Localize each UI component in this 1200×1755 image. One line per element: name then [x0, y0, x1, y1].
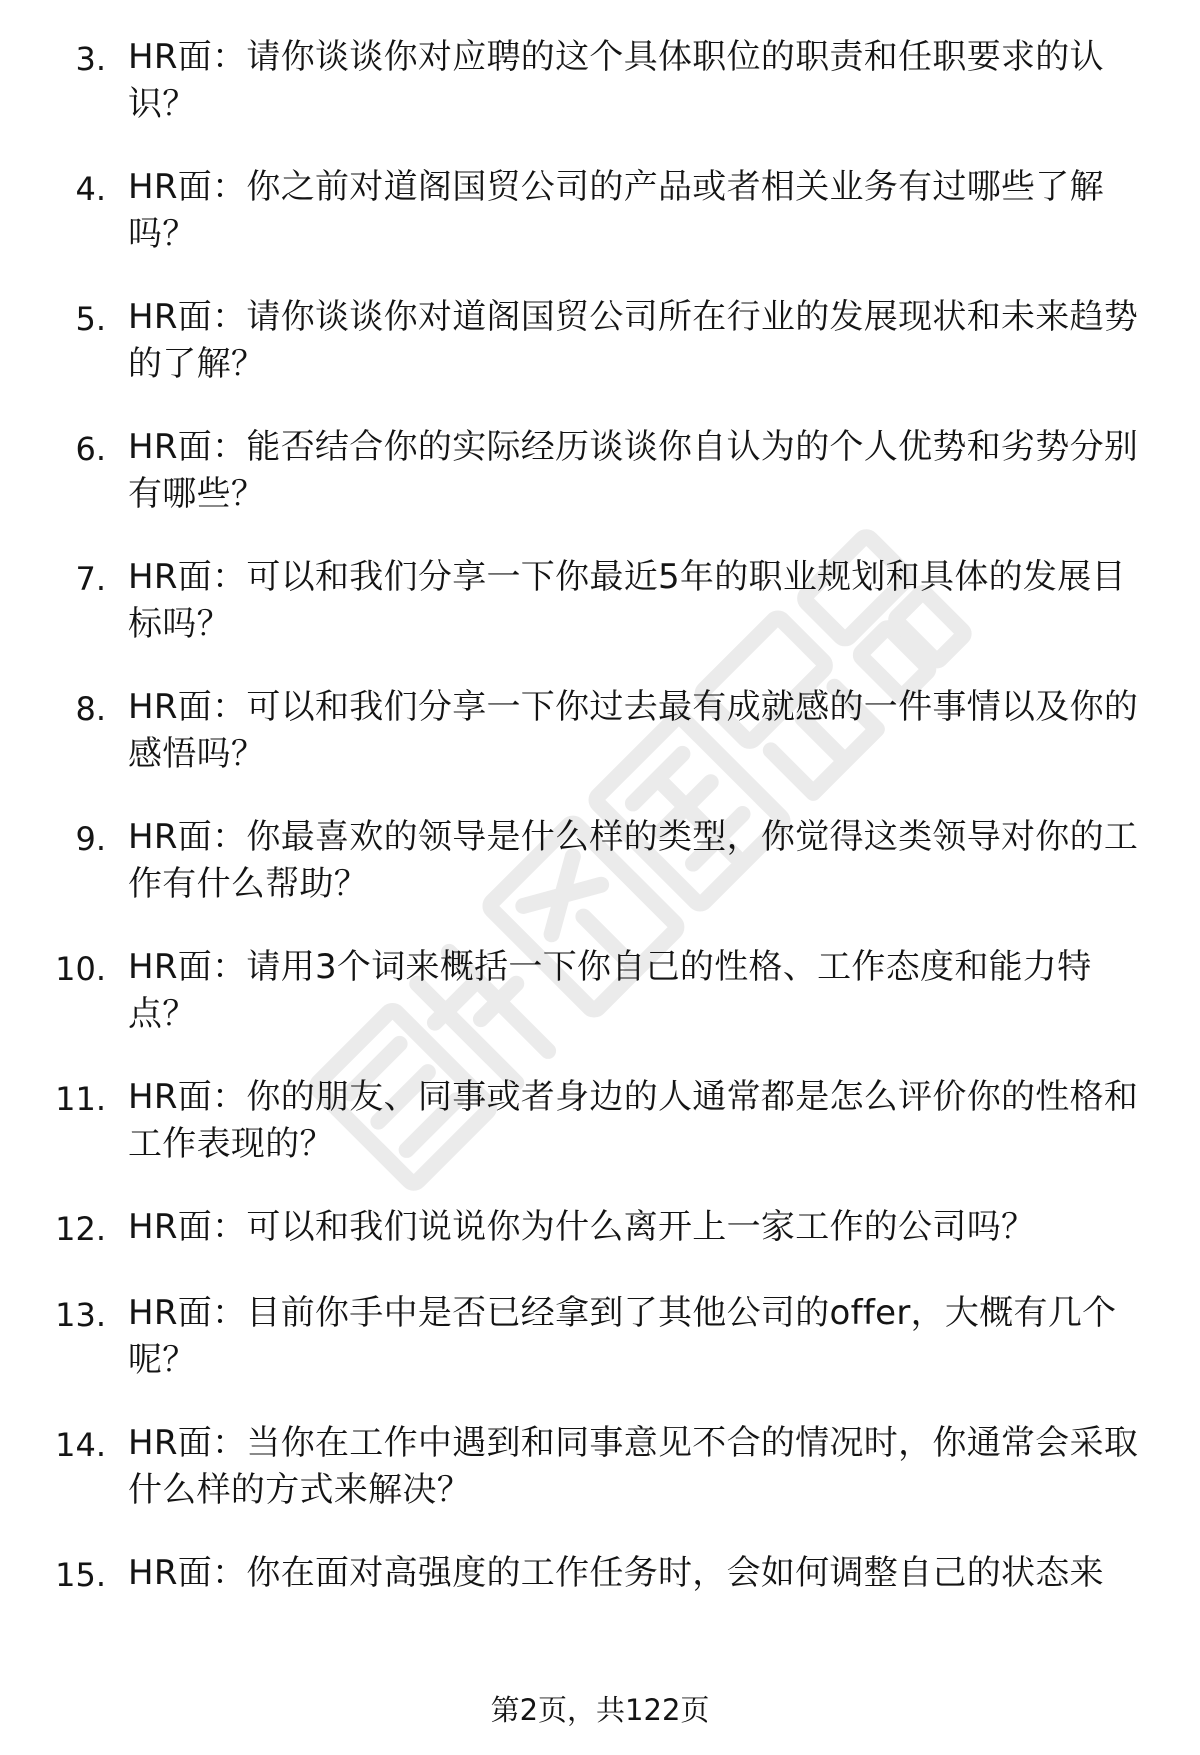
list-item — [0, 1416, 1200, 1546]
question-text: HR面：能否结合你的实际经历谈谈你自认为的个人优势和劣势分别有哪些？ — [128, 427, 1139, 514]
question-number: 4. — [75, 170, 106, 208]
list-item — [0, 940, 1200, 1070]
question-number: 13. — [55, 1296, 106, 1334]
list-item — [0, 420, 1200, 550]
list-item — [0, 550, 1200, 680]
list-item — [0, 810, 1200, 940]
page-number-footer: 第2页，共122页 — [490, 1693, 710, 1727]
question-number: 5. — [75, 300, 106, 338]
question-text: HR面：目前你手中是否已经拿到了其他公司的offer，大概有几个呢？ — [128, 1293, 1117, 1380]
question-number: 8. — [75, 690, 106, 728]
question-number: 10. — [55, 950, 106, 988]
question-number: 14. — [55, 1426, 106, 1464]
list-item — [0, 1200, 1200, 1286]
question-text: HR面：可以和我们分享一下你最近5年的职业规划和具体的发展目标吗？ — [128, 557, 1126, 644]
question-text: HR面：你之前对道阁国贸公司的产品或者相关业务有过哪些了解吗？ — [128, 167, 1104, 254]
question-text: HR面：可以和我们说说你为什么离开上一家工作的公司吗？ — [128, 1207, 1036, 1247]
question-text: HR面：请你谈谈你对应聘的这个具体职位的职责和任职要求的认识？ — [128, 37, 1104, 124]
question-text: HR面：你最喜欢的领导是什么样的类型，你觉得这类领导对你的工作有什么帮助？ — [128, 817, 1139, 904]
question-text: HR面：你的朋友、同事或者身边的人通常都是怎么评价你的性格和工作表现的？ — [128, 1077, 1139, 1164]
question-number: 12. — [55, 1210, 106, 1248]
question-number: 6. — [75, 430, 106, 468]
list-item — [0, 160, 1200, 290]
list-item — [0, 680, 1200, 810]
question-number: 7. — [75, 560, 106, 598]
question-text: HR面：可以和我们分享一下你过去最有成就感的一件事情以及你的感悟吗？ — [128, 687, 1139, 774]
question-text: HR面：当你在工作中遇到和同事意见不合的情况时，你通常会采取什么样的方式来解决？ — [128, 1423, 1139, 1510]
list-item — [0, 290, 1200, 420]
list-item — [0, 30, 1200, 160]
list-item — [0, 1546, 1200, 1632]
question-number: 15. — [55, 1556, 106, 1594]
question-number: 11. — [55, 1080, 106, 1118]
question-text: HR面：请用3个词来概括一下你自己的性格、工作态度和能力特点？ — [128, 947, 1092, 1034]
question-text: HR面：你在面对高强度的工作任务时，会如何调整自己的状态来 — [128, 1553, 1104, 1593]
list-item — [0, 1286, 1200, 1416]
list-item — [0, 1070, 1200, 1200]
question-list — [0, 30, 1200, 1632]
question-number: 3. — [75, 40, 106, 78]
question-number: 9. — [75, 820, 106, 858]
question-text: HR面：请你谈谈你对道阁国贸公司所在行业的发展现状和未来趋势的了解？ — [128, 297, 1139, 384]
